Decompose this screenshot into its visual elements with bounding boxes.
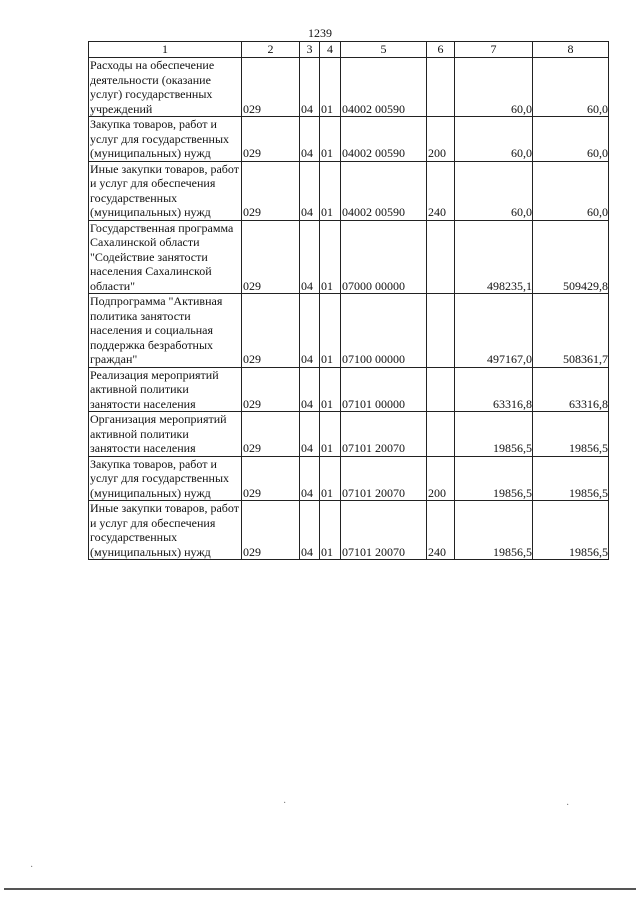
- amount-second-cell: 508361,7: [533, 294, 609, 368]
- column-header: 8: [533, 42, 609, 58]
- amount-second-cell: 19856,5: [533, 412, 609, 457]
- target-article-cell: 07000 00000: [341, 220, 427, 294]
- row-name-cell: Организация мероприятий активной политики занятости населения: [89, 412, 242, 457]
- amount-first-cell: 63316,8: [455, 367, 533, 412]
- expense-type-cell: 240: [427, 501, 455, 560]
- amount-first-cell: 19856,5: [455, 412, 533, 457]
- admin-code-cell: 029: [242, 58, 300, 117]
- header-row: [89, 42, 609, 58]
- table-row: [89, 161, 609, 220]
- row-name-cell: Государственная программа Сахалинской области "Содействие занятости населения Сахалинской области": [89, 220, 242, 294]
- row-name-cell: Иные закупки товаров, работ и услуг для обеспечения государственных (муниципальных) нужд: [89, 161, 242, 220]
- table-row: [89, 367, 609, 412]
- section-cell: 04: [300, 58, 320, 117]
- scan-speck: ·: [283, 798, 287, 809]
- amount-first-cell: 498235,1: [455, 220, 533, 294]
- amount-first-cell: 19856,5: [455, 456, 533, 501]
- amount-first-cell: 60,0: [455, 161, 533, 220]
- expense-type-cell: 200: [427, 117, 455, 162]
- admin-code-cell: 029: [242, 456, 300, 501]
- admin-code-cell: 029: [242, 294, 300, 368]
- admin-code-cell: 029: [242, 117, 300, 162]
- subsection-cell: 01: [320, 220, 341, 294]
- amount-second-cell: 19856,5: [533, 501, 609, 560]
- section-cell: 04: [300, 456, 320, 501]
- budget-table: [88, 41, 609, 560]
- amount-second-cell: 63316,8: [533, 367, 609, 412]
- amount-second-cell: 19856,5: [533, 456, 609, 501]
- admin-code-cell: 029: [242, 367, 300, 412]
- table-row: [89, 412, 609, 457]
- subsection-cell: 01: [320, 294, 341, 368]
- amount-second-cell: 509429,8: [533, 220, 609, 294]
- amount-first-cell: 497167,0: [455, 294, 533, 368]
- row-name-cell: Расходы на обеспечение деятельности (оказание услуг) государственных учреждений: [89, 58, 242, 117]
- amount-second-cell: 60,0: [533, 58, 609, 117]
- amount-second-cell: 60,0: [533, 117, 609, 162]
- column-header: 4: [320, 42, 341, 58]
- scan-speck: ·: [566, 800, 570, 811]
- section-cell: 04: [300, 412, 320, 457]
- section-cell: 04: [300, 501, 320, 560]
- table-body: [89, 42, 609, 560]
- subsection-cell: 01: [320, 58, 341, 117]
- section-cell: 04: [300, 117, 320, 162]
- column-header: 1: [89, 42, 242, 58]
- subsection-cell: 01: [320, 117, 341, 162]
- scan-speck: ·: [30, 862, 34, 873]
- expense-type-cell: 200: [427, 456, 455, 501]
- column-header: 3: [300, 42, 320, 58]
- target-article-cell: 07101 20070: [341, 501, 427, 560]
- row-name-cell: Закупка товаров, работ и услуг для государственных (муниципальных) нужд: [89, 456, 242, 501]
- expense-type-cell: [427, 294, 455, 368]
- admin-code-cell: 029: [242, 161, 300, 220]
- table-row: [89, 58, 609, 117]
- expense-type-cell: 240: [427, 161, 455, 220]
- target-article-cell: 07101 20070: [341, 456, 427, 501]
- admin-code-cell: 029: [242, 501, 300, 560]
- expense-type-cell: [427, 220, 455, 294]
- subsection-cell: 01: [320, 161, 341, 220]
- section-cell: 04: [300, 294, 320, 368]
- admin-code-cell: 029: [242, 412, 300, 457]
- target-article-cell: 07101 20070: [341, 412, 427, 457]
- target-article-cell: 07101 00000: [341, 367, 427, 412]
- admin-code-cell: 029: [242, 220, 300, 294]
- amount-first-cell: 60,0: [455, 117, 533, 162]
- page-number: 1239: [308, 26, 332, 40]
- column-header: 7: [455, 42, 533, 58]
- subsection-cell: 01: [320, 412, 341, 457]
- subsection-cell: 01: [320, 456, 341, 501]
- target-article-cell: 04002 00590: [341, 161, 427, 220]
- row-name-cell: Закупка товаров, работ и услуг для государственных (муниципальных) нужд: [89, 117, 242, 162]
- target-article-cell: 04002 00590: [341, 117, 427, 162]
- subsection-cell: 01: [320, 501, 341, 560]
- expense-type-cell: [427, 412, 455, 457]
- table-row: [89, 501, 609, 560]
- table-row: [89, 294, 609, 368]
- bottom-rule: [4, 888, 636, 890]
- table-row: [89, 220, 609, 294]
- row-name-cell: Подпрограмма "Активная политика занятости населения и социальная поддержка безработных граждан": [89, 294, 242, 368]
- column-header: 2: [242, 42, 300, 58]
- amount-first-cell: 19856,5: [455, 501, 533, 560]
- table-row: [89, 456, 609, 501]
- amount-first-cell: 60,0: [455, 58, 533, 117]
- table-row: [89, 117, 609, 162]
- subsection-cell: 01: [320, 367, 341, 412]
- section-cell: 04: [300, 161, 320, 220]
- target-article-cell: 07100 00000: [341, 294, 427, 368]
- target-article-cell: 04002 00590: [341, 58, 427, 117]
- row-name-cell: Реализация мероприятий активной политики занятости населения: [89, 367, 242, 412]
- expense-type-cell: [427, 367, 455, 412]
- row-name-cell: Иные закупки товаров, работ и услуг для обеспечения государственных (муниципальных) нужд: [89, 501, 242, 560]
- section-cell: 04: [300, 367, 320, 412]
- amount-second-cell: 60,0: [533, 161, 609, 220]
- section-cell: 04: [300, 220, 320, 294]
- column-header: 6: [427, 42, 455, 58]
- column-header: 5: [341, 42, 427, 58]
- expense-type-cell: [427, 58, 455, 117]
